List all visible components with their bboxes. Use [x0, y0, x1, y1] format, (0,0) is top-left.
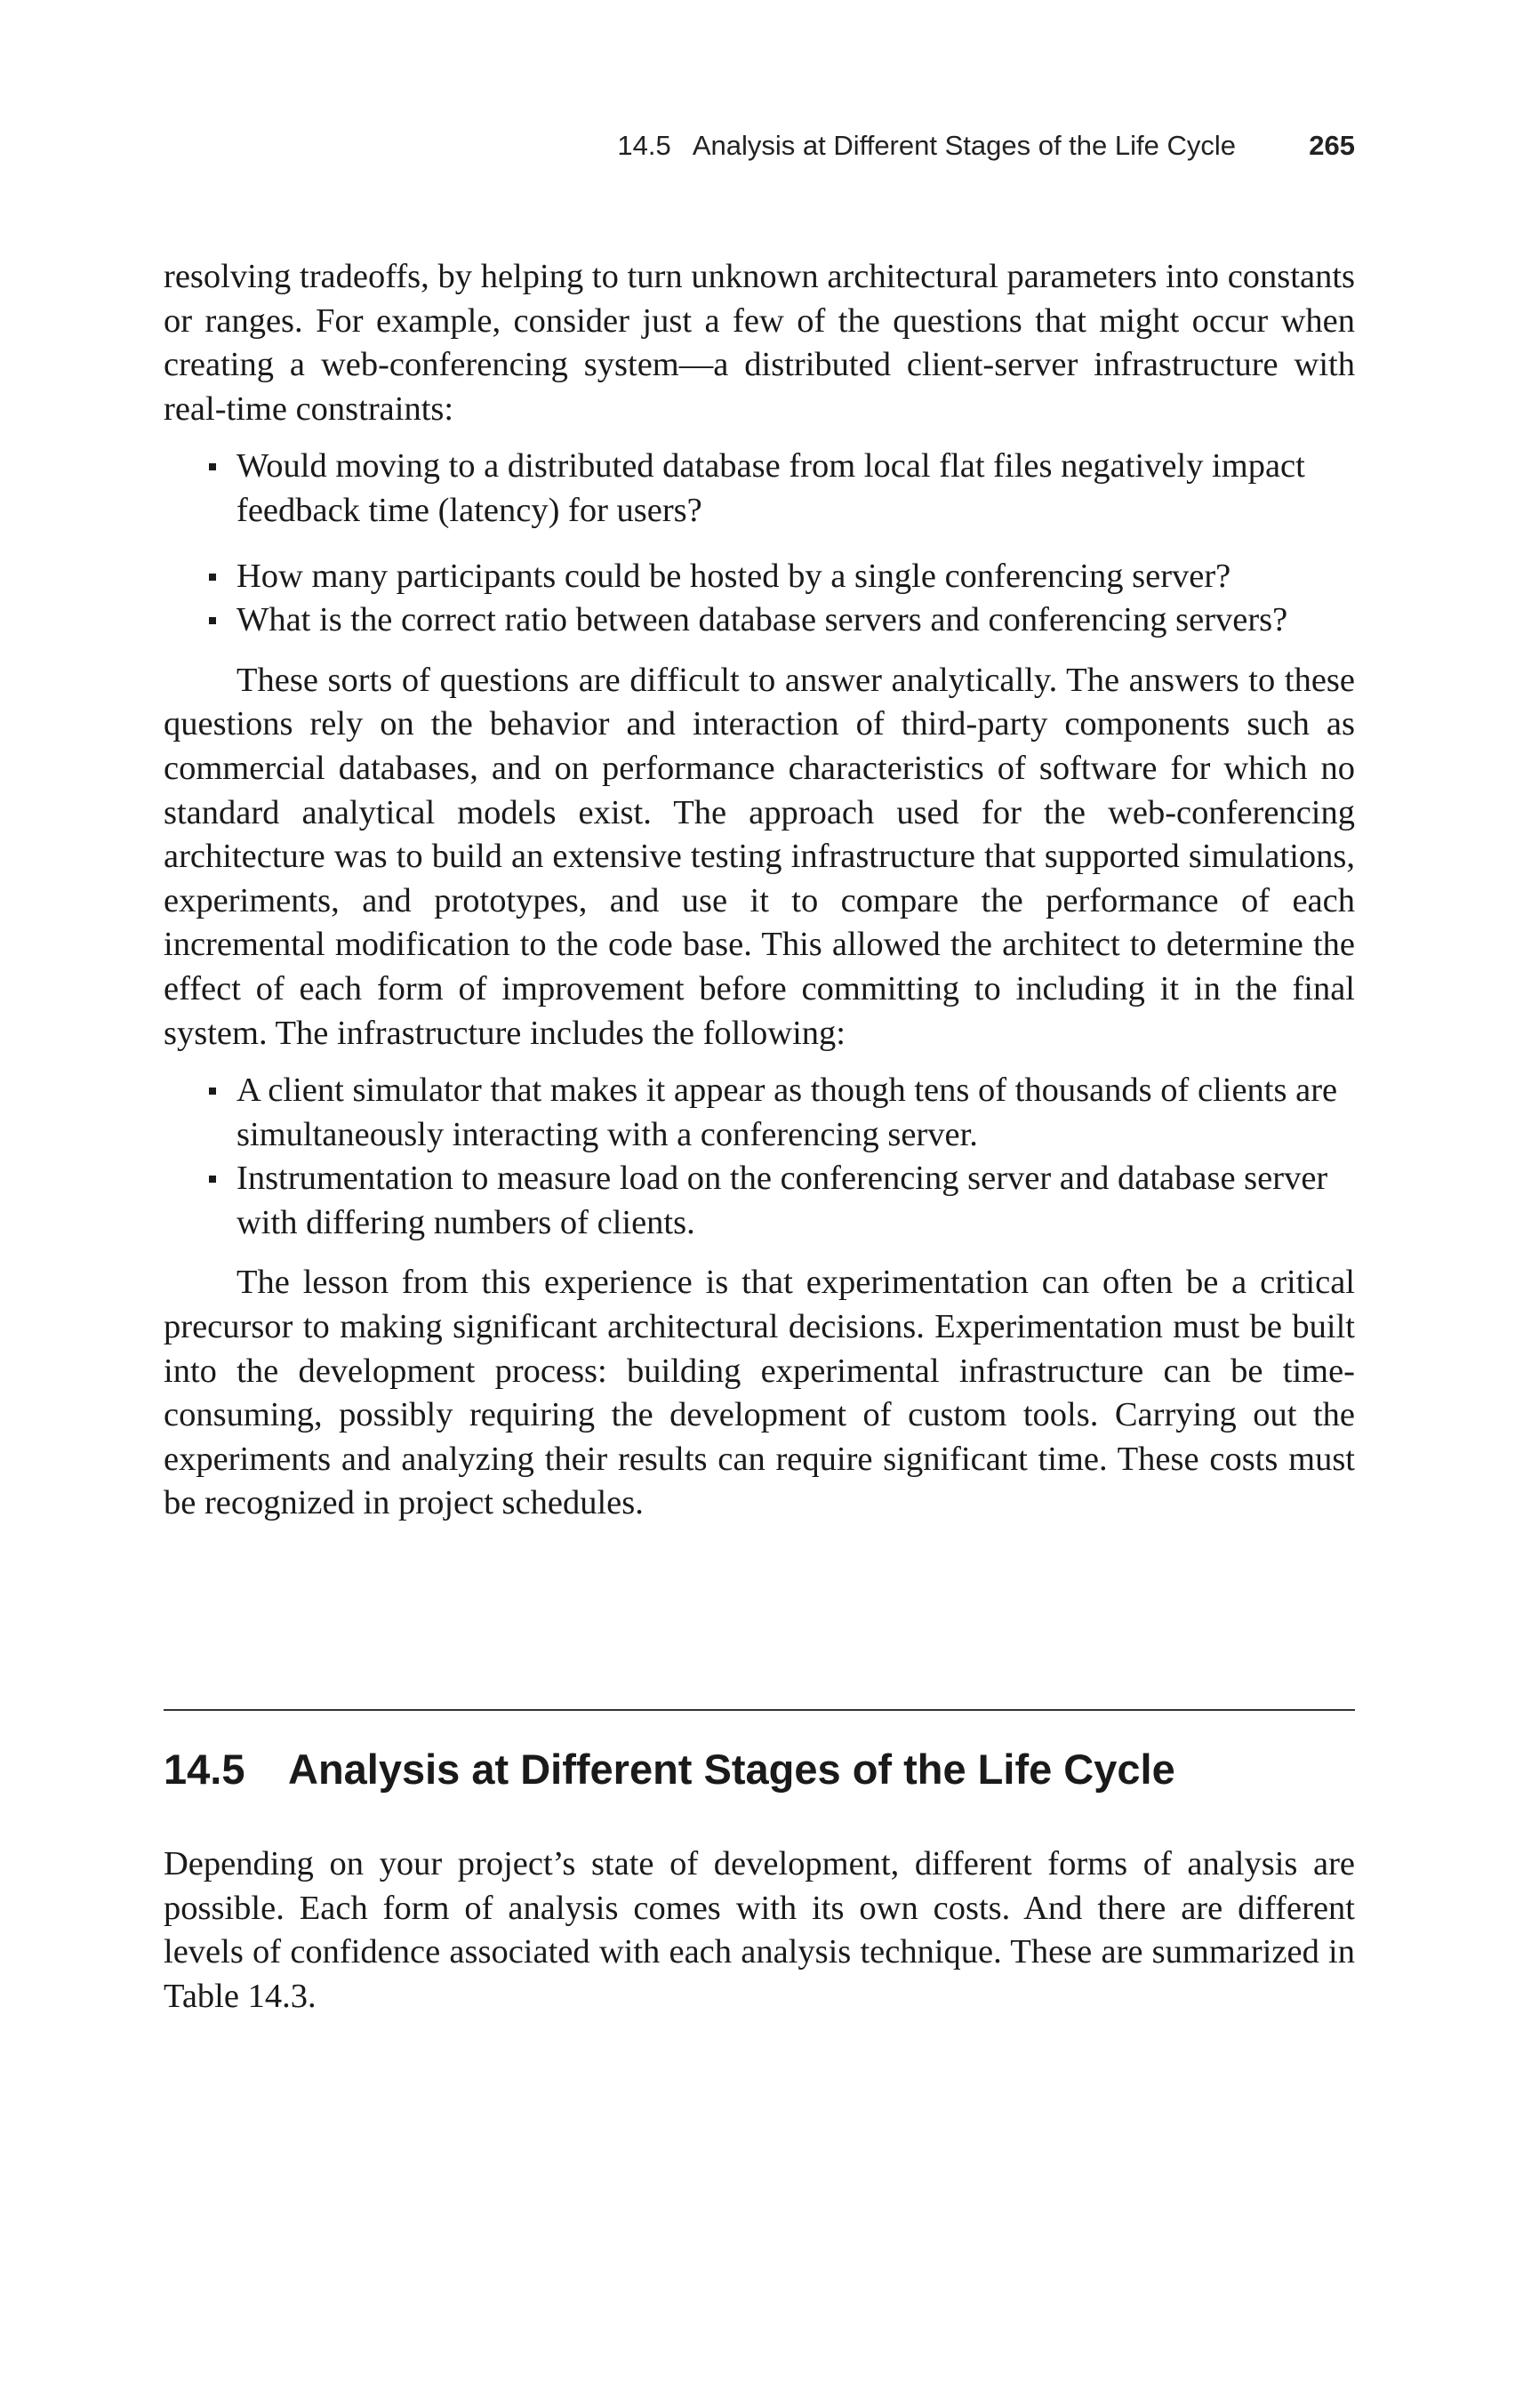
paragraph-lesson: The lesson from this experience is that experimentation can often be a critical precursor to making significant architectural decisions. Experimentation must be built into the development process: building experimental infrastructure can be time-consuming, possibly requiring the development of custom tools. Carrying out the experiments and analyzing their results can require significant time. These costs must be recognized in project schedules. — [164, 1264, 1355, 1522]
infrastructure-list — [164, 1069, 1355, 1245]
section-heading — [164, 1745, 1355, 1794]
section-number: 14.5 — [164, 1746, 245, 1793]
list-item: Instrumentation to measure load on the conferencing server and database server with differing numbers of clients. — [236, 1157, 1355, 1245]
section-body — [164, 1842, 1355, 2019]
paragraph-tradeoffs: resolving tradeoffs, by helping to turn unknown architectural parameters into constants or ranges. For example, consider just a few of the questions that might occur when creating a web-conferencing system—a distributed client-server infrastructure with real-time constraints: — [164, 258, 1355, 428]
question-list — [164, 445, 1355, 642]
paragraph-analytic-difficulty: These sorts of questions are difficult to answer analytically. The answers to these questions rely on the behavior and interaction of third-party components such as commercial databases, and on performance characteristics of software for which no standard analytical models exist. The approach used for the web-conferencing architecture was to build an extensive testing infrastructure that supported simulations, experiments, and prototypes, and use it to compare the performance of each incremental modification to the code base. This allowed the architect to determine the effect of each form of improvement before committing to including it in the final system. The infrastructure includes the following: — [164, 661, 1355, 1052]
section-title: Analysis at Different Stages of the Life Cycle — [288, 1746, 1175, 1793]
list-item: What is the correct ratio between database servers and conferencing servers? — [236, 598, 1355, 643]
list-item: A client simulator that makes it appear as though tens of thousands of clients are simultaneously interacting with a conferencing server. — [236, 1069, 1355, 1157]
paragraph-section-intro: Depending on your project’s state of development, different forms of analysis are possible. Each form of analysis comes with its own costs. And there are different levels of confidence associated with each analysis technique. These are summarized in Table 14.3. — [164, 1845, 1355, 2015]
page-number: 265 — [1309, 130, 1355, 161]
list-item: Would moving to a distributed database from local flat files negatively impact feedback time (latency) for users? — [236, 445, 1355, 533]
section-divider — [164, 1709, 1355, 1711]
body-text — [164, 255, 1355, 1526]
list-item: How many participants could be hosted by a single conferencing server? — [236, 555, 1355, 599]
running-head-title: 14.5 Analysis at Different Stages of the Life Cycle — [617, 130, 1236, 161]
running-head — [164, 130, 1355, 174]
